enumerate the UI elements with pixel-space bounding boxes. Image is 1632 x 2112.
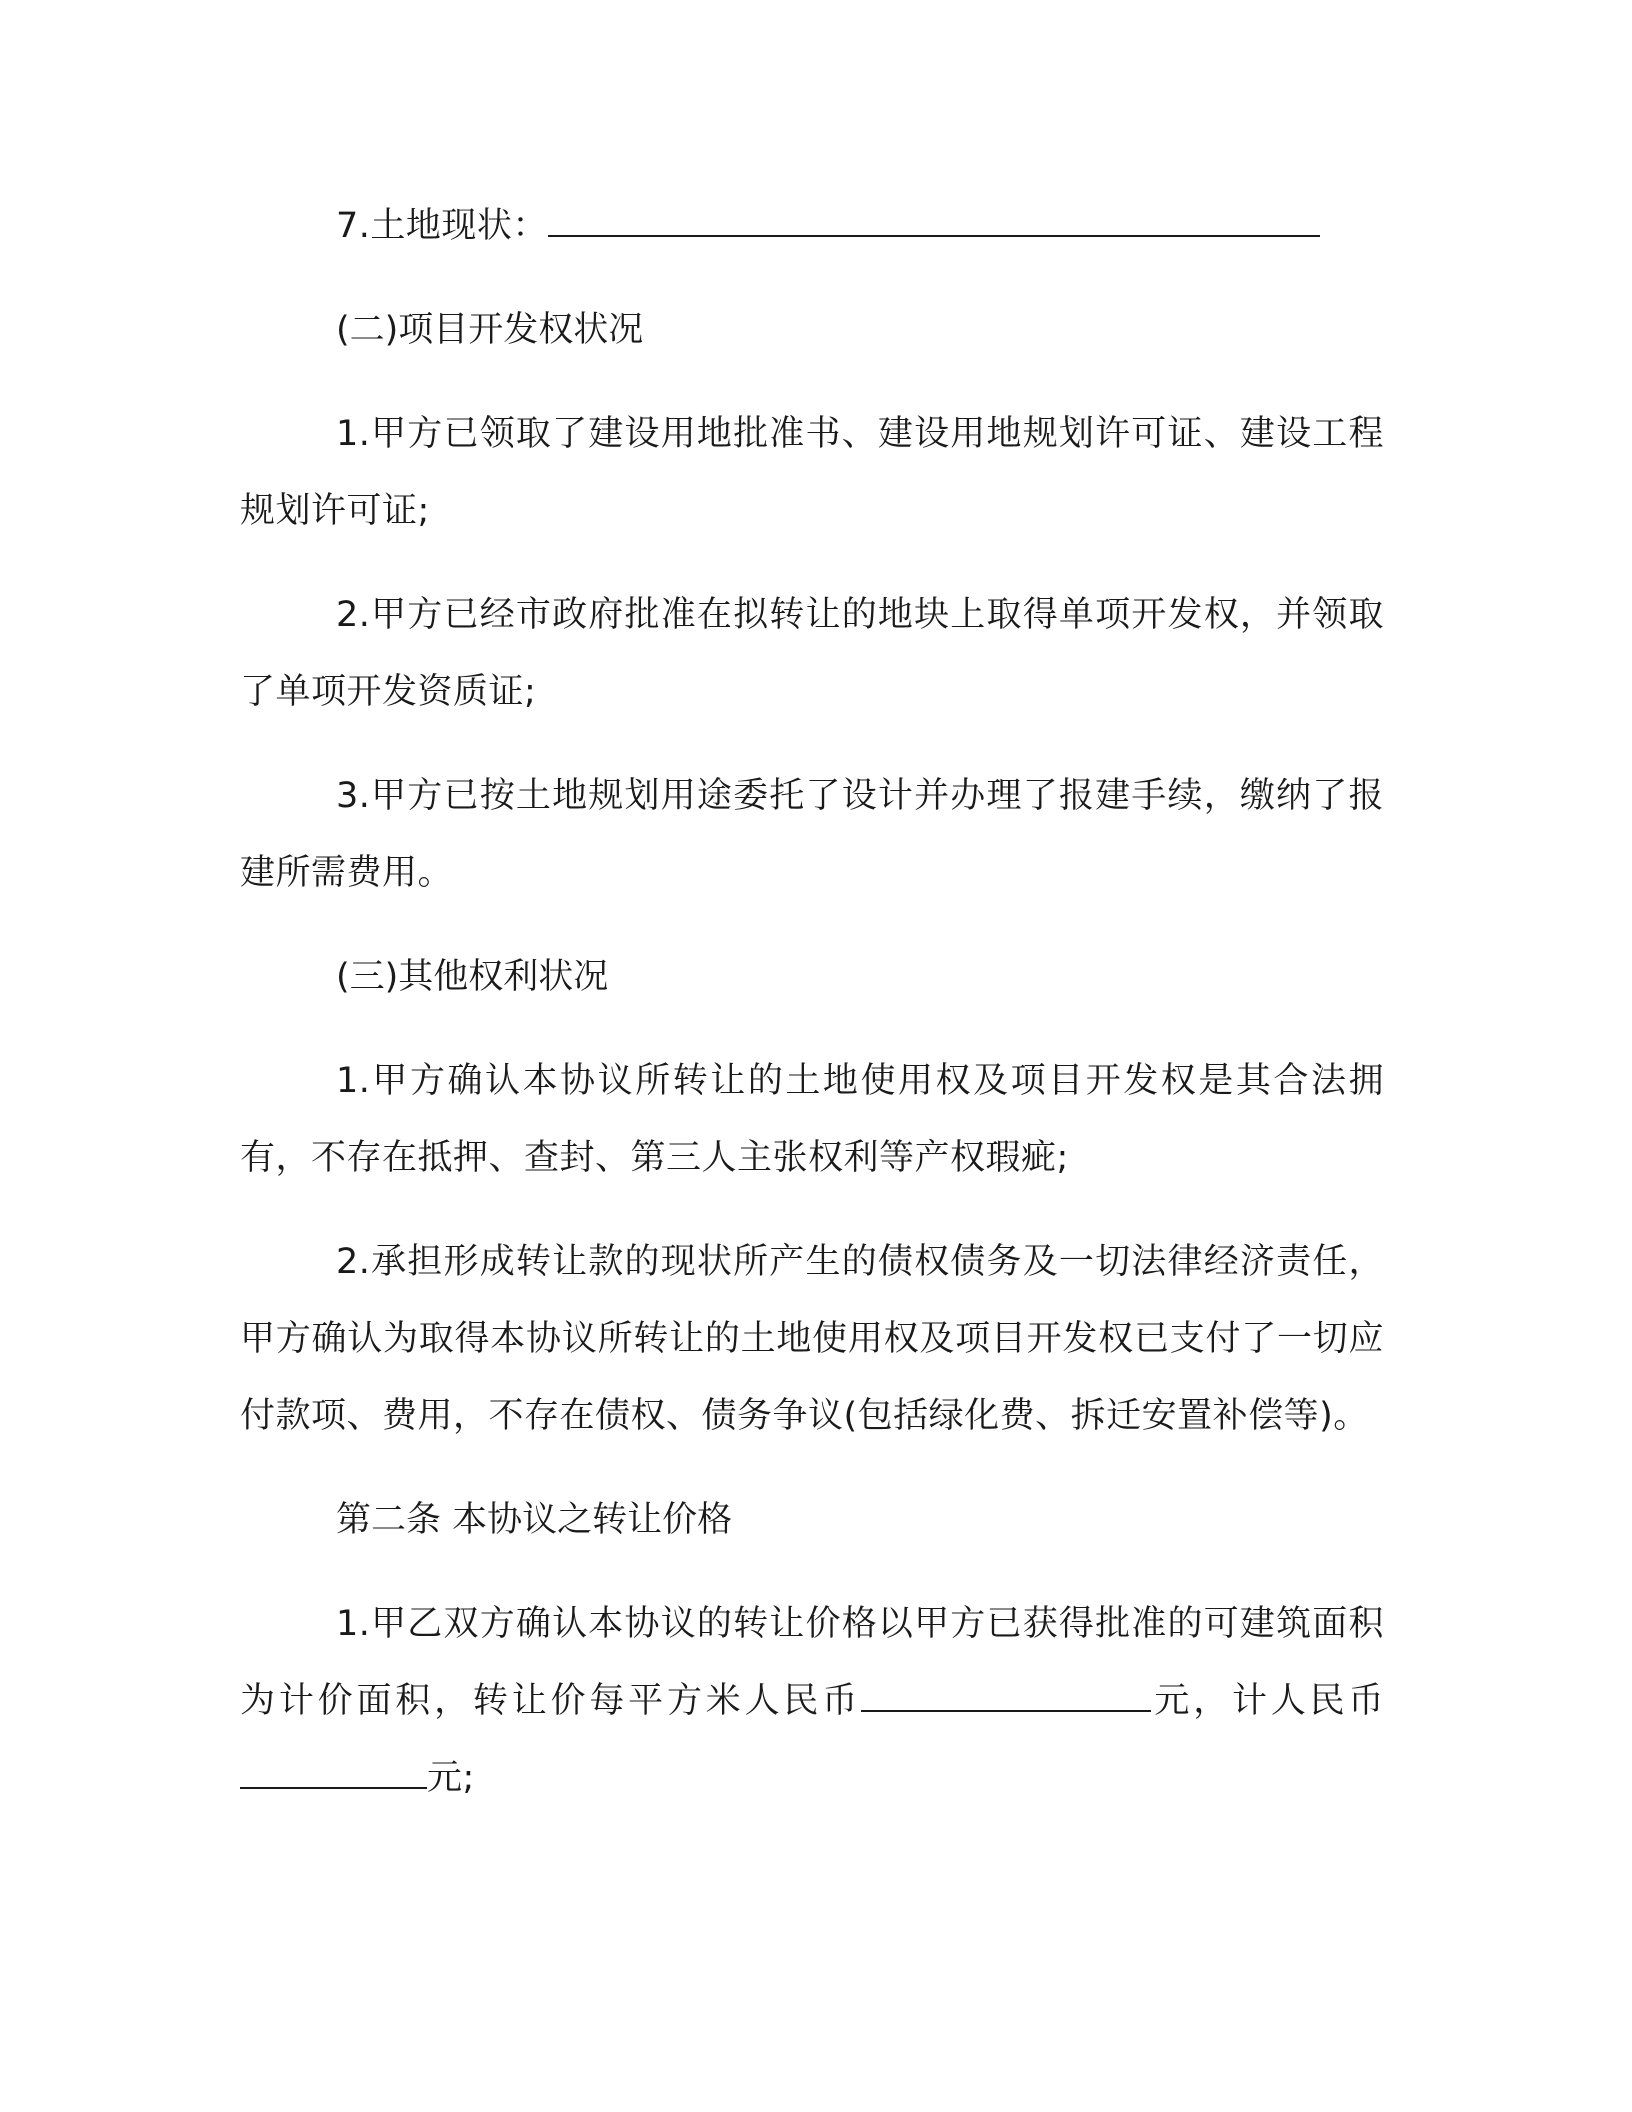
price-per-sqm-blank[interactable] [861, 1679, 1151, 1713]
article2-item-1 [240, 1586, 1384, 1817]
section3-title: (三)其他权利状况 [336, 957, 609, 997]
land-status-label: 7.土地现状： [336, 206, 548, 246]
section2-item-3: 3.甲方已按土地规划用途委托了设计并办理了报建手续，缴纳了报建所需费用。 [240, 776, 1384, 893]
article2-item-1-text-b: 元，计人民币 [1151, 1681, 1384, 1721]
section3-item-1: 1.甲方确认本协议所转让的土地使用权及项目开发权是其合法拥有，不存在抵押、查封、第三人主张权利等产权瑕疵; [240, 1061, 1384, 1178]
section2-title: (二)项目开发权状况 [336, 310, 644, 350]
section2-item-1: 1.甲方已领取了建设用地批准书、建设用地规划许可证、建设工程规划许可证; [240, 414, 1384, 531]
article2-item-1-text-a: 1.甲乙双方确认本协议的转让价格以甲方已获得批准的可建筑面积为计价面积，转让价每平方米人民币 [240, 1604, 1384, 1721]
article2-title: 第二条 本协议之转让价格 [336, 1500, 733, 1540]
document-body [240, 188, 1384, 1844]
section2-item-2: 2.甲方已经市政府批准在拟转让的地块上取得单项开发权，并领取了单项开发资质证; [240, 595, 1384, 712]
total-price-blank[interactable] [240, 1756, 427, 1790]
land-status-blank[interactable] [548, 204, 1320, 238]
land-status-line [240, 188, 1384, 265]
article2-item-1-text-c: 元; [427, 1758, 475, 1798]
section3-item-2: 2.承担形成转让款的现状所产生的债权债务及一切法律经济责任，甲方确认为取得本协议所转让的土地使用权及项目开发权已支付了一切应付款项、费用，不存在债权、债务争议(包括绿化费、拆迁安置补偿等)。 [240, 1242, 1384, 1436]
